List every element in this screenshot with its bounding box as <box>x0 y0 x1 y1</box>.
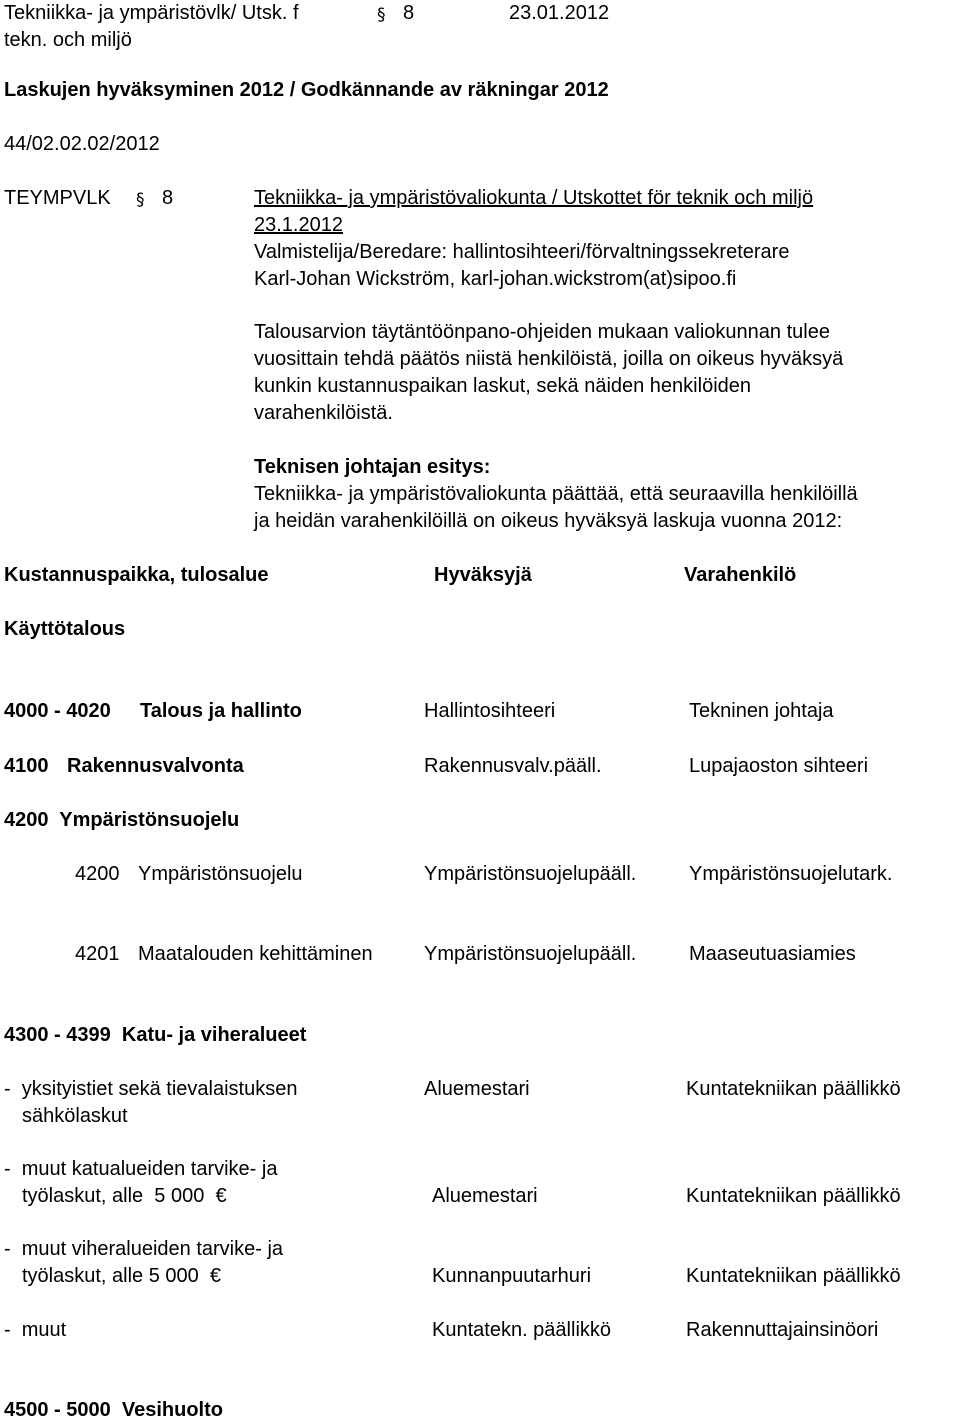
meeting-date: 23.1.2012 <box>254 214 343 236</box>
preparer-label: Valmistelija/Beredare: hallintosihteeri/förvaltningssekreterare <box>254 241 790 263</box>
header-section-number: 8 <box>403 2 415 24</box>
proposal-line: ja heidän varahenkilöillä on oikeus hyväksyä laskuja vuonna 2012: <box>254 510 843 532</box>
row-name: Rakennusvalvonta <box>67 755 244 777</box>
header-org-line2: tekn. och miljö <box>4 29 132 51</box>
item-deputy: Kuntatekniikan päällikkö <box>686 1265 901 1287</box>
item-line1: - muut viheralueiden tarvike- ja <box>4 1238 284 1260</box>
sub-row-deputy: Ympäristönsuojelutark. <box>689 863 893 885</box>
page-title: Laskujen hyväksyminen 2012 / Godkännande av räkningar 2012 <box>4 79 609 101</box>
category-heading: Käyttötalous <box>4 618 126 640</box>
item-line2: työlaskut, alle 5 000 € <box>22 1185 227 1207</box>
item-line1: - muut katualueiden tarvike- ja <box>4 1158 278 1180</box>
intro-line: Talousarvion täytäntöönpano-ohjeiden mukaan valiokunnan tulee <box>254 321 830 343</box>
col-header-cost-center: Kustannuspaikka, tulosalue <box>4 564 269 586</box>
item-line1: - yksityistiet sekä tievalaistuksen <box>4 1078 298 1100</box>
item-approver: Kuntatekn. päällikkö <box>432 1319 612 1341</box>
col-header-deputy: Varahenkilö <box>684 564 797 586</box>
header-org-line1: Tekniikka- ja ympäristövlk/ Utsk. f <box>4 2 299 24</box>
sub-row-approver: Ympäristönsuojelupääll. <box>424 943 637 965</box>
col-header-approver: Hyväksyjä <box>434 564 532 586</box>
row-approver: Rakennusvalv.pääll. <box>424 755 602 777</box>
row-approver: Hallintosihteeri <box>424 700 556 722</box>
item-line1: - muut <box>4 1319 67 1341</box>
row-code: 4100 <box>4 755 49 777</box>
item-approver: Kunnanpuutarhuri <box>432 1265 592 1287</box>
item-deputy: Kuntatekniikan päällikkö <box>686 1078 901 1100</box>
section-sign: § <box>377 5 386 25</box>
group-heading-4300: 4300 - 4399 Katu- ja viheralueet <box>4 1024 307 1046</box>
meta-section-number: 8 <box>162 187 174 209</box>
case-number: 44/02.02.02/2012 <box>4 133 160 155</box>
sub-row-name: Ympäristönsuojelu <box>138 863 303 885</box>
intro-line: varahenkilöistä. <box>254 402 393 424</box>
row-deputy: Lupajaoston sihteeri <box>689 755 869 777</box>
row-deputy: Tekninen johtaja <box>689 700 834 722</box>
row-code: 4000 - 4020 <box>4 700 111 722</box>
row-name: Talous ja hallinto <box>140 700 302 722</box>
sub-row-code: 4201 <box>75 943 120 965</box>
sub-row-name: Maatalouden kehittäminen <box>138 943 373 965</box>
item-deputy: Rakennuttajainsinöori <box>686 1319 879 1341</box>
proposal-line: Tekniikka- ja ympäristövaliokunta päättää, että seuraavilla henkilöillä <box>254 483 858 505</box>
item-deputy: Kuntatekniikan päällikkö <box>686 1185 901 1207</box>
item-line2: työlaskut, alle 5 000 € <box>22 1265 222 1287</box>
group-heading-4500: 4500 - 5000 Vesihuolto <box>4 1399 223 1421</box>
header-date: 23.01.2012 <box>509 2 610 24</box>
sub-row-code: 4200 <box>75 863 120 885</box>
intro-line: vuosittain tehdä päätös niistä henkilöistä, joilla on oikeus hyväksyä <box>254 348 844 370</box>
committee-code: TEYMPVLK <box>4 187 111 209</box>
sub-row-deputy: Maaseutuasiamies <box>689 943 856 965</box>
sub-row-approver: Ympäristönsuojelupääll. <box>424 863 637 885</box>
proposal-heading: Teknisen johtajan esitys: <box>254 456 491 478</box>
intro-line: kunkin kustannuspaikan laskut, sekä näiden henkilöiden <box>254 375 752 397</box>
committee-name: Tekniikka- ja ympäristövaliokunta / Utskottet för teknik och miljö <box>254 187 814 209</box>
preparer-contact: Karl-Johan Wickström, karl-johan.wickstrom(at)sipoo.fi <box>254 268 737 290</box>
item-approver: Aluemestari <box>424 1078 530 1100</box>
item-line2: sähkölaskut <box>22 1105 128 1127</box>
meta-section-sign: § <box>136 190 145 210</box>
item-approver: Aluemestari <box>432 1185 538 1207</box>
group-heading-4200: 4200 Ympäristönsuojelu <box>4 809 240 831</box>
